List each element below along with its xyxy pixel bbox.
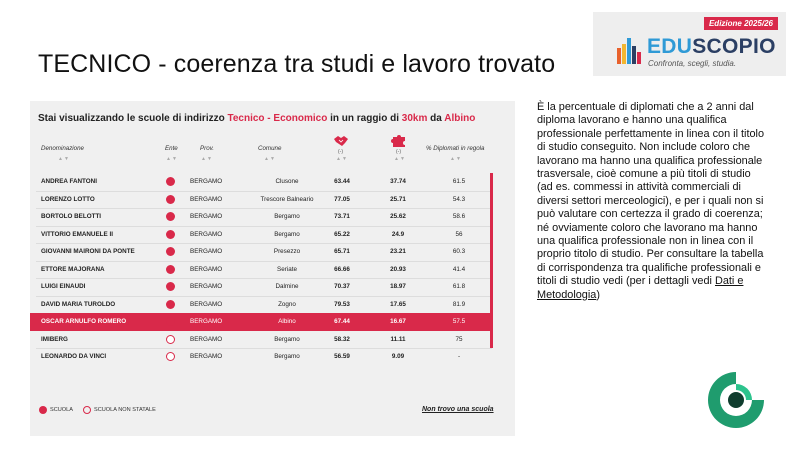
ente-indicator xyxy=(166,335,175,344)
table-row[interactable] xyxy=(30,331,492,349)
legend-non-statale-dot xyxy=(83,406,91,414)
table-row[interactable] xyxy=(30,261,492,279)
value-col2: 9.09 xyxy=(391,353,405,360)
comune: Dalmine xyxy=(275,283,299,290)
comune: Presezzo xyxy=(273,248,301,255)
school-name[interactable]: LEONARDO DA VINCI xyxy=(41,353,107,360)
school-name[interactable]: OSCAR ARNULFO ROMERO xyxy=(41,318,127,325)
value-col1: 66.66 xyxy=(334,265,350,273)
col-header-prov[interactable]: Prov. xyxy=(200,145,214,152)
value-col2: 23.21 xyxy=(390,248,406,255)
col-header-denominazione[interactable]: Denominazione xyxy=(41,145,84,152)
value-col1: 56.59 xyxy=(334,353,350,360)
table-row[interactable] xyxy=(30,296,492,314)
value-pct-regola: 60.3 xyxy=(452,248,466,255)
school-name[interactable]: DAVID MARIA TUROLDO xyxy=(41,300,116,308)
value-col2: 16.67 xyxy=(390,318,406,325)
province: BERGAMO xyxy=(190,213,223,220)
province: BERGAMO xyxy=(190,248,223,255)
ente-indicator xyxy=(166,282,175,291)
province: BERGAMO xyxy=(190,300,223,308)
province: BERGAMO xyxy=(190,318,223,325)
ente-indicator xyxy=(166,247,175,256)
logo-tagline: Confronta, scegli, studia. xyxy=(648,59,737,68)
school-name[interactable]: BORTOLO BELOTTI xyxy=(41,213,102,220)
value-pct-regola: 81.9 xyxy=(452,300,466,308)
sort-arrows-icon[interactable]: ▲▼ xyxy=(450,156,462,162)
scroll-indicator[interactable] xyxy=(490,173,493,348)
ente-indicator xyxy=(166,212,175,221)
school-name[interactable]: GIOVANNI MAIRONI DA PONTE xyxy=(41,248,135,255)
col-header-comune[interactable]: Comune xyxy=(258,145,282,152)
table-row[interactable] xyxy=(30,243,492,261)
sort-arrows-icon[interactable]: ▲▼ xyxy=(394,156,406,162)
sort-arrows-icon[interactable]: ▲▼ xyxy=(336,156,348,162)
puzzle-icon[interactable] xyxy=(391,134,407,148)
comune: Seriate xyxy=(277,265,297,273)
value-col2: 25.71 xyxy=(390,195,406,203)
edition-badge: Edizione 2025/26 xyxy=(704,17,778,30)
value-col1: 77.05 xyxy=(334,195,350,203)
value-col2: 37.74 xyxy=(390,178,406,185)
comune: Albino xyxy=(278,318,296,325)
province: BERGAMO xyxy=(190,283,223,290)
not-found-link[interactable]: Non trovo una scuola xyxy=(422,406,494,413)
comune: Zogno xyxy=(278,300,296,308)
schools-table-panel xyxy=(30,101,515,436)
legend-scuola-dot xyxy=(39,406,47,414)
methodology-link[interactable]: Dati e Metodologia xyxy=(537,275,744,301)
panel-heading: Stai visualizzando le scuole di indirizzo Tecnico - Economico in un raggio di 30km da Albino xyxy=(38,113,476,124)
description-text: È la percentuale di diplomati che a 2 anni dal diploma lavorano e hanno una qualifica professionale perfettamente in linea con il titolo di studio conseguito. Non include coloro che lavorano ma hanno una qualifica professionale trasversale, cioè comune a più titoli di studio (ad es. commessi in attività commerciali di diversi settori merceologici), e per i quali non si può valutare con certezza il grado di coerenza; né ovviamente coloro che lavorano ma hanno una qualifica professionale non in linea con il proprio titolo di studio. Per consultare la tabella di corrispondenza tra qualifiche professionali e titoli di studio vedi (per i dettagli vedi Dati e Metodologia) xyxy=(537,101,765,301)
value-pct-regola: - xyxy=(457,353,461,360)
school-name[interactable]: ETTORE MAJORANA xyxy=(41,265,105,273)
comune: Bergamo xyxy=(274,230,300,238)
value-pct-regola: 57.5 xyxy=(452,318,466,325)
col-header-pct-diplomati[interactable]: % Diplomati in regola xyxy=(426,145,485,152)
province: BERGAMO xyxy=(190,335,223,343)
ente-indicator xyxy=(166,352,175,361)
comune: Bergamo xyxy=(274,213,300,220)
comune: Bergamo xyxy=(274,353,300,360)
table-row[interactable] xyxy=(30,173,492,191)
comune: Trescore Balneario xyxy=(260,195,314,203)
table-row[interactable] xyxy=(30,226,492,244)
school-name[interactable]: IMIBERG xyxy=(41,335,68,343)
ente-indicator xyxy=(166,230,175,239)
table-row[interactable] xyxy=(30,278,492,296)
value-col2: 24.9 xyxy=(391,230,405,238)
col2-subtitle: (-) xyxy=(396,149,401,155)
value-pct-regola: 75 xyxy=(455,335,463,343)
value-col1: 58.32 xyxy=(334,335,350,343)
value-pct-regola: 58.6 xyxy=(452,213,466,220)
logo-bars-icon xyxy=(617,38,641,64)
value-pct-regola: 61.5 xyxy=(452,178,466,185)
logo-wordmark: EDUSCOPIO xyxy=(647,35,776,58)
legend-non-statale-label: SCUOLA NON STATALE xyxy=(94,407,156,413)
school-name[interactable]: LUIGI EINAUDI xyxy=(41,283,86,290)
school-name[interactable]: VITTORIO EMANUELE II xyxy=(41,230,113,238)
value-col1: 73.71 xyxy=(334,213,350,220)
school-name[interactable]: LORENZO LOTTO xyxy=(41,195,95,203)
eduscopio-logo xyxy=(593,12,786,76)
value-col2: 17.65 xyxy=(390,300,406,308)
value-col1: 70.37 xyxy=(334,283,350,290)
table-row[interactable] xyxy=(30,191,492,209)
ente-indicator xyxy=(166,265,175,274)
col1-subtitle: (-) xyxy=(338,149,343,155)
legend-scuola-label: SCUOLA xyxy=(50,407,74,413)
value-pct-regola: 54.3 xyxy=(452,195,466,203)
value-pct-regola: 61.8 xyxy=(452,283,466,290)
col-header-ente[interactable]: Ente xyxy=(165,145,178,152)
value-pct-regola: 56 xyxy=(455,230,463,238)
brandmark-logo-icon xyxy=(700,368,772,432)
value-col1: 63.44 xyxy=(334,178,350,185)
ente-indicator xyxy=(166,195,175,204)
sort-arrows-icon[interactable]: ▲▼ xyxy=(166,156,178,162)
province: BERGAMO xyxy=(190,195,223,203)
sort-arrows-icon[interactable]: ▲▼ xyxy=(58,156,70,162)
value-col1: 67.44 xyxy=(334,318,350,325)
value-col2: 11.11 xyxy=(390,335,406,343)
value-col1: 65.71 xyxy=(334,248,350,255)
comune: Bergamo xyxy=(274,335,300,343)
table-row[interactable] xyxy=(30,208,492,226)
value-col1: 65.22 xyxy=(334,230,350,238)
sort-arrows-icon[interactable]: ▲▼ xyxy=(264,156,276,162)
slide-title: TECNICO - coerenza tra studi e lavoro trovato xyxy=(38,50,556,78)
value-col2: 25.62 xyxy=(390,213,406,220)
province: BERGAMO xyxy=(190,265,223,273)
province: BERGAMO xyxy=(190,353,223,360)
school-name[interactable]: ANDREA FANTONI xyxy=(41,178,97,185)
ente-indicator xyxy=(166,317,175,326)
table-row[interactable] xyxy=(30,313,492,331)
comune: Clusone xyxy=(275,178,299,185)
ente-indicator xyxy=(166,177,175,186)
table-row[interactable] xyxy=(30,348,492,366)
sort-arrows-icon[interactable]: ▲▼ xyxy=(201,156,213,162)
value-col1: 79.53 xyxy=(334,300,350,308)
handshake-icon[interactable] xyxy=(333,134,349,148)
value-col2: 20.93 xyxy=(390,265,406,273)
value-col2: 18.97 xyxy=(390,283,406,290)
province: BERGAMO xyxy=(190,230,223,238)
ente-indicator xyxy=(166,300,175,309)
province: BERGAMO xyxy=(190,178,223,185)
value-pct-regola: 41.4 xyxy=(452,265,466,273)
